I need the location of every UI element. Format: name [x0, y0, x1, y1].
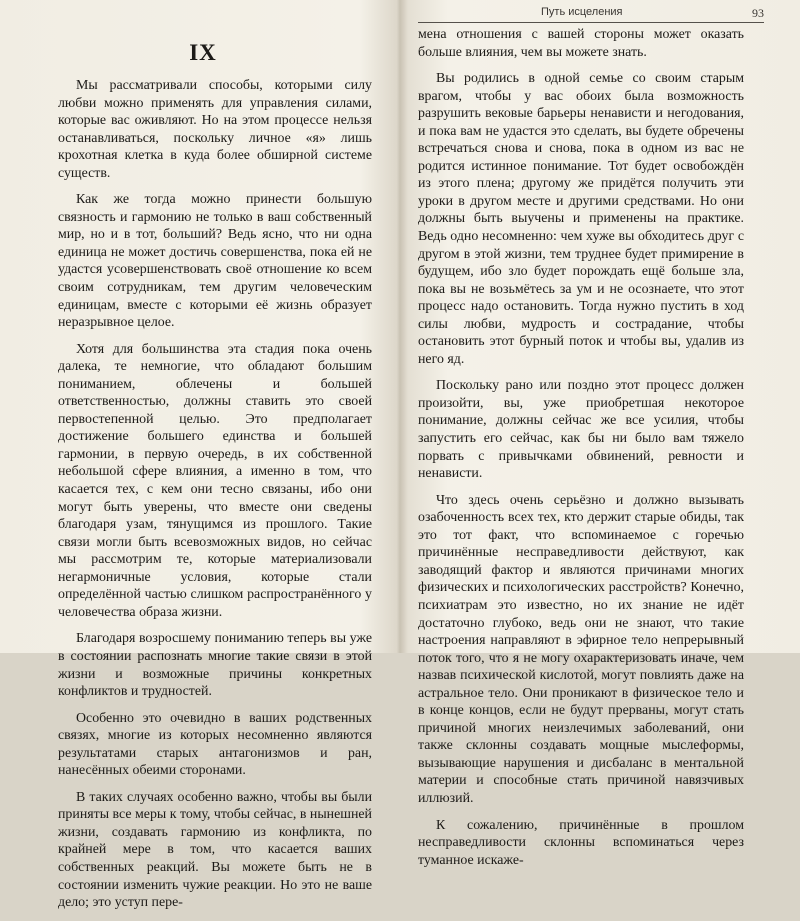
paragraph: Поскольку рано или поздно этот процесс должен произойти, вы, уже приобретшая некоторое понимание, должны сейчас же все усилия, чтобы запустить его сейчас, как бы ни было вам тяжело порвать с привычками обвинений, ревности и ненависти.: [418, 378, 744, 482]
right-page: [400, 0, 800, 868]
paragraph: Как же тогда можно принести большую связность и гармонию не только в ваш собственный мир, но и в тот, больший? Ведь ясно, что ни одна единица не может достичь совершенства, пока ей не удастся усовершенствовать своё отношение ко всем своим сотрудникам, тем другим человеческим единицам, вместе с которыми её жизнь образует неразрывное целое.: [58, 192, 372, 331]
paragraph: Вы родились в одной семье со своим старым врагом, чтобы у вас обоих была возможность разрушить вековые барьеры ненависти и негодования, и пока вам не удастся это сделать, вы будете обречены встречаться снова и снова, пока в одном из вас не родится истинное понимание. Тот будет освобождён из этого плена; другому же придётся получить эти уроки в другом месте и другими средствами. Но они должны быть выучены и применены на практике. Ведь одно несомненно: чем хуже вы обходитесь друг с другом в этой жизни, тем труднее будет примирение в будущем, ибо зло будет порождать ещё больше зла, пока вы не возьмётесь за ум и не осознаете, что этот процесс надо остановить. Тогда нужно пустить в ход силы любви, мудрость и сострадание, чтобы остановить этот бурный поток и чтобы вы, удалив из него яд.: [418, 71, 744, 367]
paragraph: Хотя для большинства эта стадия пока очень далека, те немногие, что обладают большим пониманием, облечены и большей ответственностью, должны ставить это своей первостепенной целью. Это предполагает достижение большего единства и большей гармонии, в первую очередь, в их собственной небольшой сфере влияния, а именно в том, что касается тех, с кем они тесно связаны, ибо они могут быть уверены, что вместе они сведены благодаря узам, тянущимся из прошлого. Такие связи могли быть всевозможных видов, но сейчас мы рассмотрим те, которые материализовали негармоничные условия, которые стали определённой частью слишком распространённого у человечества образа жизни.: [58, 341, 372, 620]
paragraph: К сожалению, причинённые в прошлом несправедливости склонны вспоминаться через туманное искаже-: [418, 817, 744, 868]
left-page: [0, 0, 400, 911]
paragraph: Благодаря возросшему пониманию теперь вы уже в состоянии распознать многие такие связи в этой жизни и возможные причины конкретных конфликтов и трудностей.: [58, 631, 372, 700]
left-page-body: [58, 77, 372, 921]
paragraph: В таких случаях особенно важно, чтобы вы были приняты все меры к тому, чтобы сейчас, в нынешней жизни, создавать гармонию из конфликта, по крайней мере в том, что касается ваших собственных реакций. Вы можете быть не в состоянии изменить чужие реакции. Но это не ваше дело; это уступ пере-: [58, 789, 372, 911]
page-number: 93: [752, 6, 764, 20]
paragraph: Мы рассматривали способы, которыми силу любви можно применять для управления силами, которые вас оживляют. Но на этом процессе нельзя останавливаться, поскольку личное «я» лишь крохотная клетка в куда более обширной системе существ.: [58, 78, 372, 181]
right-page-body: [418, 26, 744, 878]
header-rule: [418, 22, 764, 23]
continued-paragraph: мена отношения с вашей стороны может оказать больше влияния, чем вы можете знать.: [418, 27, 744, 60]
paragraph: Что здесь очень серьёзно и должно вызывать озабоченность всех тех, кто держит старые обиды, так это тот факт, что вспоминаемое с горечью причинённые несправедливости действуют, как заводящий фактор и являются причинами многих физических и психологических расстройств? Конечно, психиатрам это известно, но их знание не идёт достаточно глубоко, ведь они не знают, что такие настроения направляют в эфирное тело непрерывный поток того, что я не могу охарактеризовать иначе, чем назвав психической кислотой, могут повлиять даже на астральное тело. Они проникают в физическое тело и в конце концов, если не будут прерваны, могут стать причиной многих неизлечимых заболеваний, они также склонны создавать мощные мыслеформы, вызывающие нарушения и дисбаланс в ментальной материи и способные стать причиной навязчивых иллюзий.: [418, 492, 744, 806]
running-head-title: Путь исцеления: [541, 6, 623, 18]
chapter-title: IX: [189, 40, 217, 65]
paragraph: Особенно это очевидно в ваших родственных связях, многие из которых несомненно являются результатами старых антагонизмов и ран, нанесённых обеими сторонами.: [58, 710, 372, 779]
